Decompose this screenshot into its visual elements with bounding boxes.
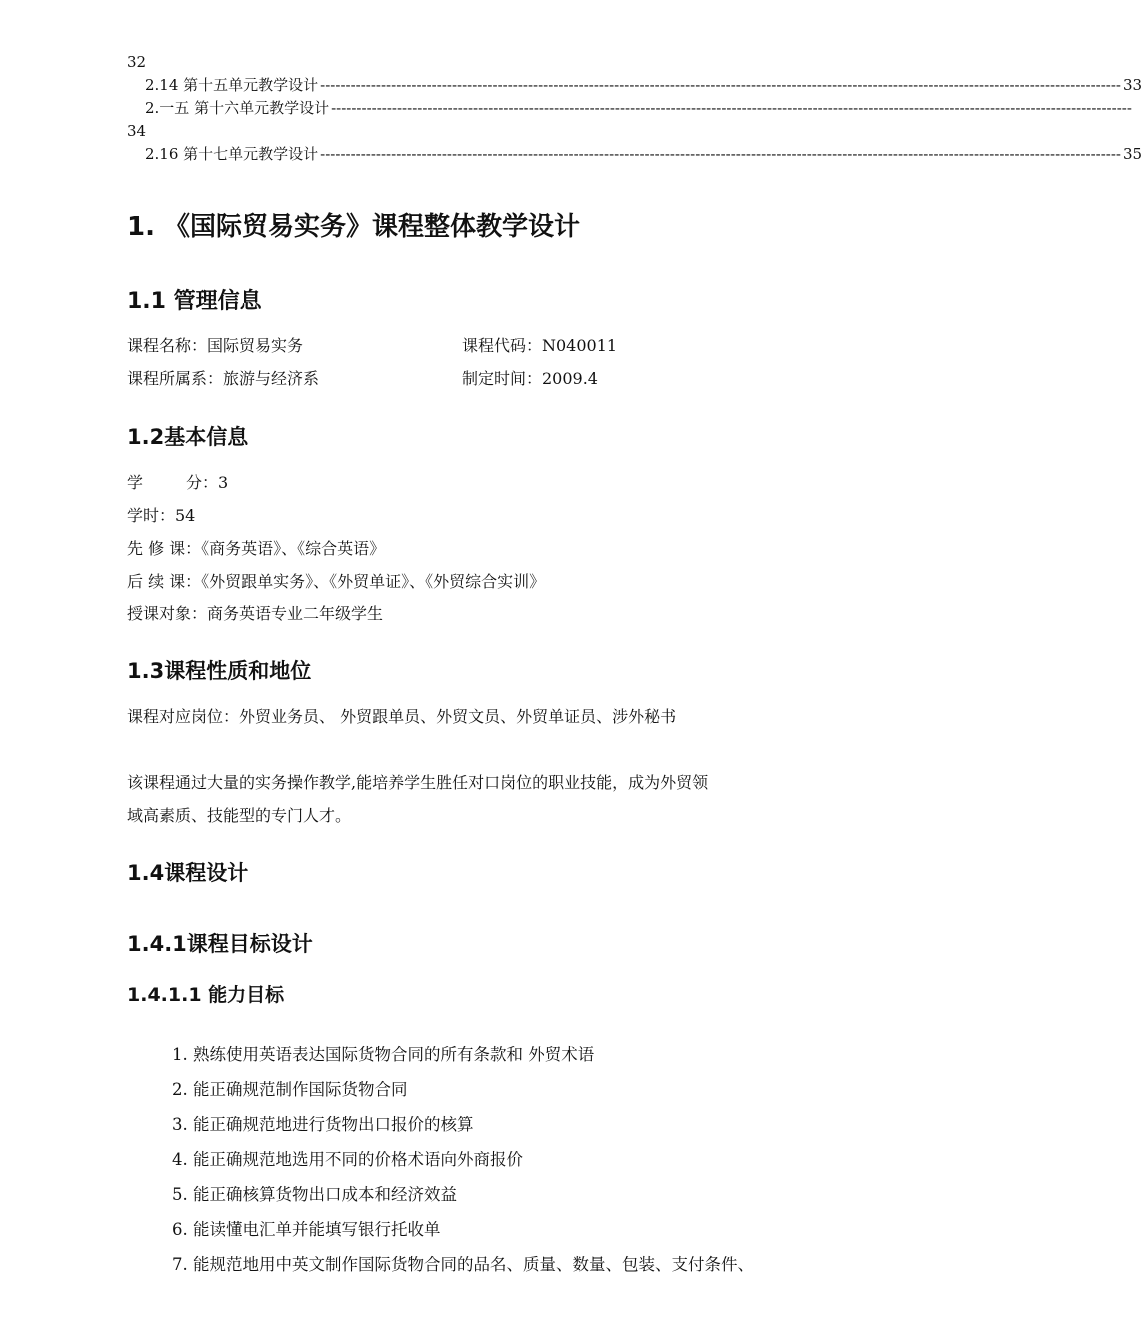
toc-entry-label: 2.一五 第十六单元教学设计: [145, 99, 330, 117]
document-title: 1. 《国际贸易实务》课程整体教学设计: [127, 212, 581, 242]
course-description-line1: 该课程通过大量的实务操作教学,能培养学生胜任对口岗位的职业技能，成为外贸领: [127, 773, 709, 792]
course-department: 课程所属系：旅游与经济系: [127, 369, 320, 388]
section-heading-1-1: 1.1 管理信息: [127, 289, 262, 314]
course-date: 制定时间：2009.4: [462, 369, 598, 388]
toc-entry[interactable]: [145, 98, 1132, 118]
ability-goal-item: 7. 能规范地用中英文制作国际货物合同的品名、质量、数量、包装、支付条件、: [172, 1255, 754, 1274]
ability-goal-item: 1. 熟练使用英语表达国际货物合同的所有条款和 外贸术语: [172, 1045, 595, 1064]
toc-entry[interactable]: [145, 75, 1142, 95]
followup-courses: 后 续 课：《外贸跟单实务》、《外贸单证》、《外贸综合实训》: [127, 572, 546, 591]
ability-goal-item: 4. 能正确规范地选用不同的价格术语向外商报价: [172, 1150, 523, 1169]
course-code: 课程代码：N040011: [462, 336, 618, 355]
section-heading-1-3: 1.3课程性质和地位: [127, 659, 312, 683]
section-heading-1-2: 1.2基本信息: [127, 425, 249, 449]
target-audience: 授课对象：商务英语专业二年级学生: [127, 604, 384, 623]
toc-entry-page: 35: [1122, 145, 1142, 163]
hours: 学时：54: [127, 506, 196, 525]
ability-goal-item: 6. 能读懂电汇单并能填写银行托收单: [172, 1220, 441, 1239]
toc-leader-dashes: --------------------------------------------------------------------------------------------------------------------------------------------------------------: [320, 145, 1121, 163]
credit-value: 分：3: [186, 473, 229, 492]
toc-entry-label: 2.14 第十五单元教学设计: [145, 76, 319, 94]
ability-goal-item: 2. 能正确规范制作国际货物合同: [172, 1080, 408, 1099]
section-heading-1-4-1: 1.4.1课程目标设计: [127, 932, 313, 956]
job-positions: 课程对应岗位：外贸业务员、 外贸跟单员、外贸文员、外贸单证员、涉外秘书: [127, 707, 677, 726]
prerequisite-courses: 先 修 课：《商务英语》、《综合英语》: [127, 539, 386, 558]
toc-entry-page: 33: [1122, 76, 1142, 94]
section-heading-1-4: 1.4课程设计: [127, 861, 249, 885]
section-heading-1-4-1-1: 1.4.1.1 能力目标: [127, 984, 285, 1006]
toc-leader-dashes: --------------------------------------------------------------------------------------------------------------------------------------------------------------: [320, 76, 1121, 94]
ability-goal-item: 3. 能正确规范地进行货物出口报价的核算: [172, 1115, 474, 1134]
course-name: 课程名称：国际贸易实务: [127, 336, 304, 355]
toc-entry-page-wrapped: 34: [127, 122, 147, 140]
toc-page-number-top: 32: [127, 53, 147, 71]
toc-entry-label: 2.16 第十七单元教学设计: [145, 145, 319, 163]
credit-label: 学: [127, 473, 144, 492]
ability-goal-item: 5. 能正确核算货物出口成本和经济效益: [172, 1185, 457, 1204]
course-description-line2: 域高素质、技能型的专门人才。: [127, 806, 352, 825]
toc-leader-dashes: --------------------------------------------------------------------------------------------------------------------------------------------------------------: [331, 99, 1132, 117]
toc-entry[interactable]: [145, 144, 1142, 164]
